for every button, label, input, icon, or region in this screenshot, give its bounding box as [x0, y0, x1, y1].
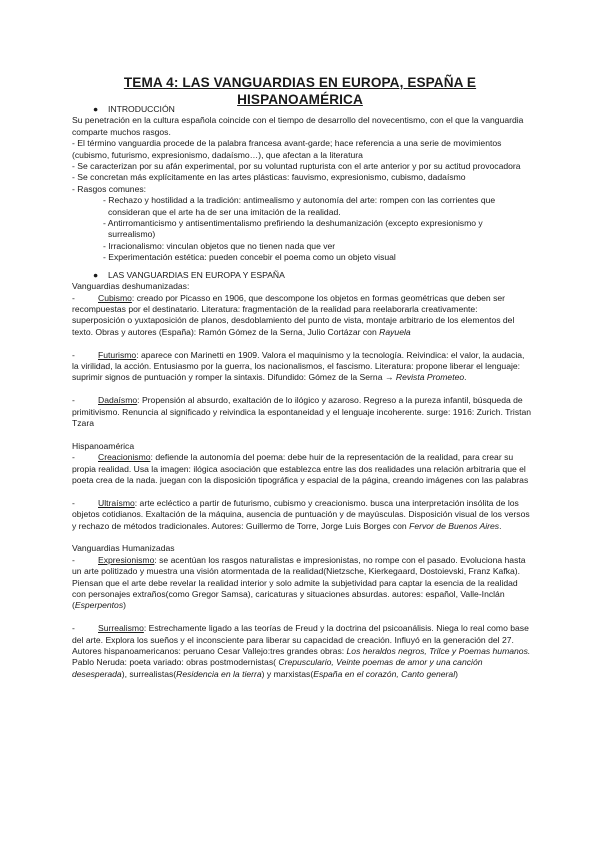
- rasgo-item: - Irracionalismo: vinculan objetos que no tienen nada que ver: [103, 240, 336, 251]
- movement-name: Expresionismo: [98, 554, 155, 565]
- movement-name: Ultraísmo: [98, 497, 135, 508]
- work-title: Rayuela: [379, 326, 411, 337]
- movement-expresionismo: - Expresionismo: se acentúan los rasgos naturalistas e impresionistas, no rompe con el pasado. Evoluciona hasta un arte politizado y muestra una visión atormentada de la realidad(Nietzsche, Kierkegaard, Dostoievski, Franz Kafka). Piensan que el arte debe revelar la realidad interior y solo admite la subjetividad para captar la esencia de la realidad con personajes extraños(como Gregor Samsa), caricaturas y situaciones absurdas. autores: español, Valle-Inclán (Esperpentos): [72, 554, 526, 611]
- movement-dadaismo: - Dadaísmo: Propensión al absurdo, exaltación de lo ilógico y azaroso. Regreso a la pureza infantil, búsqueda de primitivismo. Renuncia al significado y reivindica la espontaneidad y el lenguaje incoherente. surge: 1916: Zurich. Tristan Tzara: [72, 395, 532, 428]
- work-title: España en el corazón, Canto general: [313, 668, 456, 679]
- movement-name: Surrealismo: [98, 623, 144, 634]
- movement-futurismo: - Futurismo: aparece con Marinetti en 1909. Valora el maquinismo y la tecnología. Reivindica: el valor, la audacia, la virilidad, la acción. Entusiasmo por la guerra, los nacionalismos, el fascismo. Literatura: propone liberar el lenguaje: suprimir signos de puntuación y romper la sintaxis. Difundido: Gómez de la Serna → Revista Prometeo.: [72, 349, 525, 383]
- intro-paragraph: - El término vanguardia procede de la palabra francesa avant-garde; hace referencia a una serie de movimientos (cubismo, futurismo, expresionismo, dadaísmo…), que afectan a la literatura: [72, 138, 502, 160]
- section-heading-intro: ● INTRODUCCIÓN: [93, 104, 175, 114]
- title-line-1: TEMA 4: LAS VANGUARDIAS EN EUROPA, ESPAÑA E: [123, 75, 477, 90]
- work-title: Los heraldos negros, Trilce y Poemas humanos.: [346, 646, 531, 656]
- rasgo-item: - Antirromanticismo y antisentimentalismo prefiriendo la deshumanización (excepto expresionismo y surrealismo): [103, 218, 483, 240]
- movement-name: Creacionismo: [98, 452, 151, 463]
- subheading-deshumanizadas: Vanguardias deshumanizadas:: [72, 281, 190, 292]
- subheading-hispanoamerica: Hispanoamérica: [72, 440, 135, 451]
- work-title: Fervor de Buenos Aires: [409, 520, 500, 531]
- intro-paragraph: - Rasgos comunes:: [72, 183, 147, 194]
- movement-surrealismo: - Surrealismo: Estrechamente ligado a las teorías de Freud y la doctrina del psicoanálisis. Niega lo real como base del arte. Explora los sueños y el inconsciente para liberar su capacidad de creación. Influyó en la generación del 27. Autores hispanoamericanos: peruano Cesar Vallejo:tres grandes obras: Los heraldos negros, Trilce y Poemas humanos. Pablo Neruda: poeta variado: obras postmodernistas( Crepusculario, Veinte poemas de amor y una canción desesperada), surrealistas(Residencia en la tierra) y marxistas(España en el corazón, Canto general): [72, 623, 531, 679]
- work-title: Residencia en la tierra: [176, 668, 262, 679]
- work-title: Crepusculario, Veinte poemas de amor y una canción desesperada: [72, 657, 483, 679]
- movement-creacionismo: - Creacionismo: defiende la autonomía del poema: debe huir de la representación de la realidad, para crear su propia realidad. Usa la imagen: ilógica asociación que establezca entre las dos realidades una relación arbitraria que el poeta crea de la nada. juegan con la disposición tipográfica y espacial de la página, creando imágenes con las palabras: [72, 452, 529, 485]
- intro-paragraph: Su penetración en la cultura española coincide con el tiempo de desarrollo del novecentismo, con el que la vanguardia comparte muchos rasgos.: [72, 115, 524, 137]
- work-title: Esperpentos: [74, 600, 124, 611]
- intro-paragraph: - Se caracterizan por su afán experimental, por su voluntad rupturista con el arte anterior y por su actitud provocadora: [72, 161, 521, 172]
- movement-cubismo: - Cubismo: creado por Picasso en 1906, que descompone los objetos en formas geométricas que deben ser recompuestas por el destinatario. Literatura: fragmentación de la realidad para reelaborarla creativamente: superposición o yuxtaposición de planos, desdoblamiento del punto de vista, montaje arbitrario de los elementos del texto. Obras y autores (España): Ramón Gómez de la Serna, Julio Cortázar con Rayuela: [72, 292, 515, 337]
- rasgo-item: - Experimentación estética: pueden concebir el poema como un objeto visual: [103, 252, 396, 263]
- movement-name: Cubismo: [98, 292, 132, 303]
- rasgo-item: - Rechazo y hostilidad a la tradición: antimealismo y autonomía del arte: rompen con las corrientes que consideran que el arte ha de ser una imitación de la realidad.: [103, 195, 496, 217]
- work-title: Revista Prometeo: [395, 372, 465, 383]
- title-line-2: HISPANOAMÉRICA: [237, 92, 363, 107]
- intro-paragraph: - Se concretan más explícitamente en las artes plásticas: fauvismo, expresionismo, cubismo, dadaísmo: [72, 172, 466, 183]
- movement-name: Dadaísmo: [98, 395, 138, 406]
- movement-name: Futurismo: [98, 349, 137, 360]
- document-body: [72, 104, 532, 680]
- movement-ultraismo: - Ultraísmo: arte ecléctico a partir de futurismo, cubismo y creacionismo. busca una interpretación insólita de los objetos cotidianos. Exaltación de la máquina, ausencia de puntuación y de mayúsculas. Disposición visual de los versos y rechazo de métodos tradicionales. Autores: Guillermo de Torre, Jorge Luis Borges con Fervor de Buenos Aires.: [72, 497, 530, 531]
- section-heading-europa: ● LAS VANGUARDIAS EN EUROPA Y ESPAÑA: [93, 269, 285, 280]
- subheading-humanizadas: Vanguardias Humanizadas: [72, 543, 175, 554]
- bullet-icon: ●: [93, 104, 99, 114]
- bullet-icon: ●: [93, 269, 99, 280]
- page-title: [60, 74, 540, 108]
